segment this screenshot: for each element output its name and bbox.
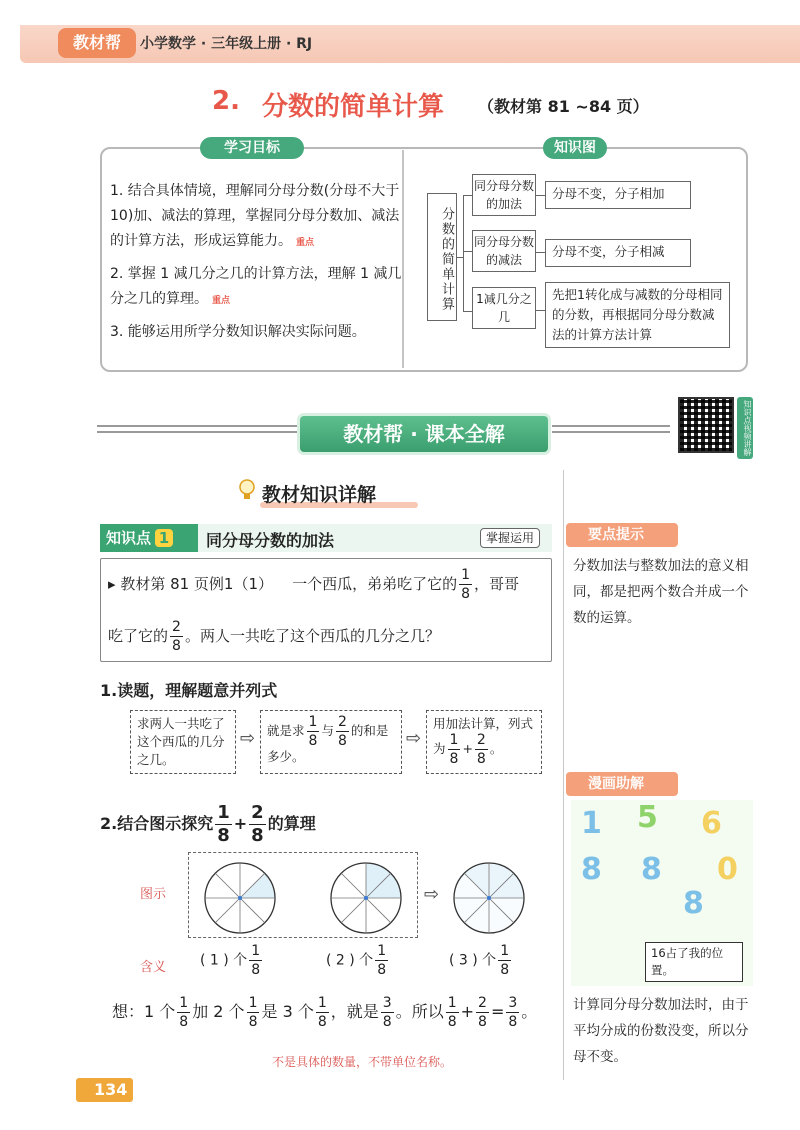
goal-item-3: 3. 能够运用所学分数知识解决实际问题。 [110, 324, 366, 340]
kp-number: 1 [155, 529, 173, 547]
section-heading: 教材知识详解 [262, 484, 377, 506]
step1-heading: 1.读题，理解题意并列式 [100, 681, 278, 700]
lightbulb-icon [237, 477, 257, 503]
fraction: $\frac{2}{8}$ [337, 714, 347, 749]
map-connector [536, 195, 545, 196]
fraction: $\frac{2}{8}$ [172, 619, 181, 654]
meaning-1: ( 1 ) 个 $\frac{1}{8}$ [200, 943, 261, 978]
knowledge-map-label: 知识图 [543, 137, 607, 159]
fraction: $\frac{1}{8}$ [447, 995, 457, 1030]
meaning-3: ( 3 ) 个 $\frac{1}{8}$ [449, 943, 510, 978]
map-connector [463, 251, 472, 252]
map-node: 同分母分数的减法 [472, 230, 536, 272]
map-node: 同分母分数的加法 [472, 174, 536, 216]
reasoning-line: 想：1 个 $\frac{1}{8}$ 加 2 个 $\frac{1}{8}$ 是 3 个 $\frac{1}{8}$ ，就是 $\frac{3}{8}$ 。所以 $\frac{1}{8}$ + $\frac{2}{8}$ = $\frac{3}{8}$ 。 [112, 995, 538, 1030]
fraction: $\frac{2}{8}$ [251, 802, 264, 846]
fraction: $\frac{2}{8}$ [476, 732, 486, 767]
map-root: 分数的简单计算 [427, 193, 457, 321]
fraction: $\frac{1}{8}$ [317, 995, 327, 1030]
page-number: 134 [76, 1078, 133, 1102]
map-connector [536, 252, 545, 253]
section-number: 2. [212, 86, 240, 116]
header-subtitle: 小学数学 · 三年级上册 · RJ [140, 36, 313, 52]
digit-figure: 8 [641, 852, 662, 887]
tip-text: 分数加法与整数加法的意义相同，都是把两个数合并成一个数的运算。 [573, 558, 749, 626]
header-band [20, 25, 800, 63]
page-title: 分数的简单计算 [262, 92, 445, 122]
triangle-icon: ▸ [108, 575, 116, 593]
arrow-right-icon: ⇨ [406, 728, 422, 749]
map-leaf: 分母不变，分子相减 [545, 239, 691, 267]
example-line-2: 吃了它的 $\frac{2}{8}$ 。两人一共吃了这个西瓜的几分之几？ [108, 619, 440, 654]
fraction: $\frac{1}{8}$ [500, 943, 510, 978]
reasoning-box-2: 就是求 $\frac{1}{8}$ 与 $\frac{2}{8}$ 的和是多少。 [260, 710, 402, 774]
example-line-1: ▸ 教材第 81 页例1（1） 一个西瓜，弟弟吃了它的 $\frac{1}{8}$ ，哥哥 [108, 567, 520, 602]
goal-item-2: 2. 掌握 1 减几分之几的计算方法，理解 1 减几分之几的算理。 重点 [110, 262, 410, 314]
reasoning-box-1: 求两人一共吃了这个西瓜的几分之几。 [130, 710, 236, 774]
fraction: $\frac{1}{8}$ [461, 567, 471, 602]
fraction: $\frac{3}{8}$ [382, 995, 392, 1030]
key-point-flag: 重点 [296, 238, 315, 248]
key-point-flag: 重点 [212, 296, 231, 306]
digit-figure: 1 [581, 806, 602, 841]
tip-label: 要点提示 [566, 523, 678, 547]
kp-tag: 知识点 1 [100, 524, 198, 552]
step2-heading: 2.结合图示探究 $\frac{1}{8}$ + $\frac{2}{8}$ 的算理 [100, 802, 316, 846]
section-banner: 教材帮 · 课本全解 [300, 416, 548, 452]
reasoning-box-3: 用加法计算，列式为 $\frac{1}{8}$ + $\frac{2}{8}$ 。 [426, 710, 542, 774]
digit-figure: 8 [683, 886, 704, 921]
meaning-label: 含义 [140, 960, 167, 975]
qr-caption: 知识点视频讲解 [737, 397, 753, 459]
fraction: $\frac{1}{8}$ [377, 943, 387, 978]
circle-one-eighth [200, 858, 280, 938]
comic-text: 计算同分母分数加法时，由于平均分成的份数没变，所以分母不变。 [573, 997, 749, 1065]
kp-badge: 掌握运用 [480, 528, 540, 548]
map-leaf: 先把1转化成与减数的分母相同的分数，再根据同分母分数减法的计算方法计算 [545, 282, 730, 348]
meaning-2: ( 2 ) 个 $\frac{1}{8}$ [326, 943, 387, 978]
qr-code-icon[interactable] [678, 397, 734, 453]
fraction: $\frac{2}{8}$ [478, 995, 487, 1030]
circle-three-eighths [449, 858, 529, 938]
comic-label: 漫画助解 [566, 772, 678, 796]
goal-item-1: 1. 结合具体情境，理解同分母分数(分母不大于10)加、减法的算理，掌握同分母分数加、减法的计算方法，形成运算能力。 重点 [110, 179, 410, 256]
map-connector [536, 310, 545, 311]
arrow-right-icon: ⇨ [424, 884, 440, 905]
circle-two-eighths [326, 858, 406, 938]
fraction: $\frac{1}{8}$ [449, 732, 459, 767]
digit-figure: 6 [701, 806, 722, 841]
digit-figure: 8 [581, 852, 602, 887]
fraction: $\frac{1}{8}$ [179, 995, 189, 1030]
arrow-right-icon: ⇨ [240, 728, 256, 749]
map-connector [463, 195, 472, 196]
banner-rule [552, 425, 670, 427]
speech-bubble: 16占了我的位置。 [645, 942, 743, 982]
page-reference: （教材第 81 ~84 页） [478, 97, 649, 116]
map-leaf: 分母不变，分子相加 [545, 181, 691, 209]
map-connector [457, 257, 463, 258]
fraction: $\frac{1}{8}$ [308, 714, 318, 749]
fraction: $\frac{1}{8}$ [251, 943, 261, 978]
brand-tag: 教材帮 [58, 28, 136, 58]
digit-figure: 5 [637, 800, 658, 835]
diagram-label: 图示 [140, 887, 167, 902]
kp-title: 同分母分数的加法 [206, 531, 335, 550]
goals-label: 学习目标 [200, 137, 304, 159]
digit-figure: 0 [717, 852, 738, 887]
column-rule [563, 470, 564, 1080]
fraction: $\frac{1}{8}$ [248, 995, 258, 1030]
fraction: $\frac{1}{8}$ [217, 802, 230, 846]
banner-rule [97, 431, 297, 433]
map-node: 1减几分之几 [472, 287, 536, 329]
map-connector [463, 195, 464, 311]
banner-rule [97, 425, 297, 427]
annotation-note: 不是具体的数量，不带单位名称。 [272, 1055, 453, 1069]
banner-rule [552, 431, 670, 433]
fraction: $\frac{3}{8}$ [508, 995, 518, 1030]
map-connector [463, 311, 472, 312]
